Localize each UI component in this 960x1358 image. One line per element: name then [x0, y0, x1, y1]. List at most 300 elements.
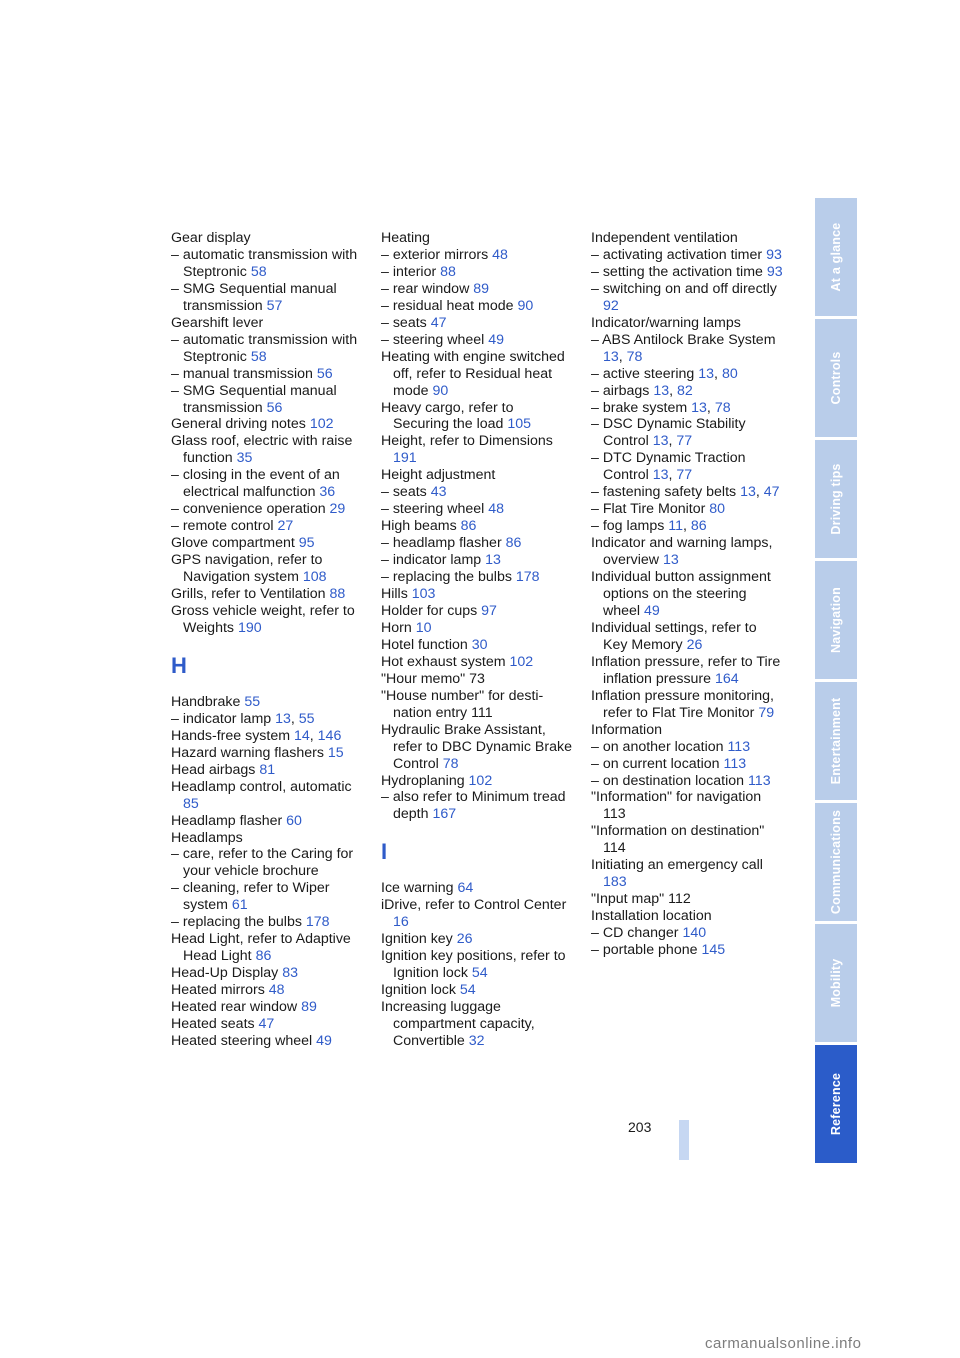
index-entry-text: – active steering [591, 365, 699, 382]
index-entry-text: – residual heat mode [381, 297, 518, 314]
index-entry-text: Ice warning [381, 880, 458, 897]
index-entry [591, 773, 783, 790]
index-entry-text: Heated rear window [171, 999, 302, 1016]
page-link[interactable]: 113 [747, 772, 771, 789]
index-entry [381, 586, 573, 603]
index-entry [381, 603, 573, 620]
page-number: 203 [628, 1119, 652, 1135]
page-link[interactable]: 77 [676, 467, 693, 484]
index-entry-text: – setting the activation time [591, 263, 767, 280]
page-link[interactable]: 93 [766, 246, 782, 263]
page-link[interactable]: 49 [644, 602, 660, 619]
index-entry [171, 914, 363, 931]
tab-entertainment[interactable] [815, 682, 857, 800]
index-entry [171, 694, 363, 711]
page-link[interactable]: 32 [468, 1032, 485, 1049]
page-link[interactable]: 191 [393, 450, 417, 467]
tab-communications[interactable] [815, 803, 857, 921]
page-link[interactable]: 105 [507, 416, 532, 433]
page-link[interactable]: 92 [603, 297, 619, 314]
index-entry-text: Increasing luggage compartment capacity, Convertible [381, 999, 535, 1049]
page-link[interactable]: 61 [231, 897, 248, 914]
index-entry-text: Individual settings, refer to Key Memory [591, 619, 757, 653]
page-link[interactable]: 13 [652, 433, 669, 450]
index-entry-text: Hydraulic Brake Assistant, refer to DBC Dynamic Brake Control [381, 721, 572, 772]
page-link[interactable]: 54 [459, 982, 476, 999]
page-link[interactable]: 47 [763, 484, 780, 501]
index-entry [591, 688, 783, 722]
index-entry-text: "House number" for desti- nation entry 111 [381, 687, 544, 721]
page-link[interactable]: 26 [456, 931, 473, 948]
index-entry [381, 433, 573, 467]
page-link[interactable]: 11 [668, 518, 684, 535]
tab-label: Navigation [829, 587, 843, 653]
index-entry-text: Indicator and warning lamps, overview [591, 535, 773, 569]
page-link[interactable]: 190 [237, 619, 262, 636]
page-link[interactable]: 102 [468, 772, 493, 789]
index-entry [171, 880, 363, 914]
index-entry [381, 315, 573, 332]
index-entry [171, 982, 363, 999]
index-entry-text: Gearshift lever [171, 314, 264, 331]
index-entry-text: – rear window [381, 280, 474, 297]
index-entry [171, 586, 363, 603]
index-entry-text: Hotel function [381, 636, 472, 653]
index-entry [171, 830, 363, 847]
index-entry [381, 298, 573, 315]
index-entry [591, 383, 783, 400]
index-entry-text: Inflation pressure, refer to Tire inflation pressure [591, 653, 781, 687]
index-entry [381, 688, 573, 722]
index-entry [171, 931, 363, 965]
index-entry [591, 281, 783, 315]
page-separator: , [669, 382, 677, 399]
index-entry [591, 739, 783, 756]
page-link[interactable]: 16 [393, 914, 409, 931]
page-link[interactable]: 86 [460, 518, 477, 535]
index-entry [381, 880, 573, 897]
page-link[interactable]: 43 [430, 484, 447, 501]
page-separator: , [290, 710, 299, 727]
page-link[interactable]: 10 [415, 619, 432, 636]
index-entry [171, 366, 363, 383]
page-separator: , [706, 399, 715, 416]
index-entry-text: Hot exhaust system [381, 653, 510, 670]
index-entry [381, 982, 573, 999]
page-link[interactable]: 78 [626, 348, 643, 365]
index-entry-text: – replacing the bulbs [381, 569, 516, 586]
page-link[interactable]: 30 [471, 636, 488, 653]
page-link[interactable]: 97 [481, 602, 497, 619]
index-entry-text: – closing in the event of an electrical malfunction [171, 467, 340, 501]
index-entry [381, 773, 573, 790]
index-entry-text: – indicator lamp [171, 710, 276, 727]
page-link[interactable]: 64 [457, 880, 474, 897]
index-entry [381, 620, 573, 637]
index-entry-text: – manual transmission [171, 365, 317, 382]
index-entry [381, 999, 573, 1050]
index-entry [171, 745, 363, 762]
page-link[interactable]: 13 [698, 365, 715, 382]
index-entry-text: – ABS Antilock Brake System [591, 331, 776, 348]
page-link[interactable]: 58 [250, 348, 267, 365]
index-entry-text: Gross vehicle weight, refer to Weights [171, 602, 355, 636]
page-link[interactable]: 49 [488, 331, 505, 348]
index-entry-text: – interior [381, 263, 441, 280]
index-entry [381, 535, 573, 552]
page-link[interactable]: 113 [723, 755, 747, 772]
index-entry [591, 620, 783, 654]
page-link[interactable]: 78 [442, 755, 459, 772]
index-entry-text: – replacing the bulbs [171, 914, 306, 931]
index-entry-text: Glass roof, electric with raise function [171, 433, 353, 467]
index-entry-text: – airbags [591, 382, 654, 399]
index-entry [171, 230, 363, 247]
index-entry-text: Horn [381, 619, 416, 636]
index-entry-text: – automatic transmission with Steptronic [171, 331, 358, 365]
page-link[interactable]: 93 [766, 263, 783, 280]
page-link[interactable]: 77 [676, 433, 693, 450]
index-entry-text: Head-Up Display [171, 965, 283, 982]
index-entry [591, 315, 783, 332]
index-entry [381, 501, 573, 518]
index-entry-text: Heated steering wheel [171, 1032, 317, 1049]
index-entry [381, 264, 573, 281]
index-entry-text: – SMG Sequential manual transmission [171, 280, 337, 314]
index-entry-text: Hills [381, 586, 412, 603]
page-link[interactable]: 103 [411, 586, 436, 603]
watermark: carmanualsonline.info [705, 1335, 862, 1352]
page-link[interactable]: 48 [488, 501, 505, 518]
index-entry [381, 654, 573, 671]
page-link[interactable]: 85 [183, 795, 199, 812]
index-entry-text: High beams [381, 518, 461, 535]
index-entry [171, 813, 363, 830]
page-link[interactable]: 13 [662, 552, 679, 569]
index-entry-text: Indicator/warning lamps [591, 314, 741, 331]
index-entry-text: Ignition lock [381, 982, 460, 999]
index-entry [381, 637, 573, 654]
page-link[interactable]: 178 [515, 569, 540, 586]
index-entry-text: "Hour memo" 73 [381, 670, 485, 687]
index-entry-text: – seats [381, 484, 431, 501]
tab-reference[interactable] [815, 1045, 857, 1163]
index-entry [381, 400, 573, 434]
index-entry-text: – convenience operation [171, 501, 330, 518]
tab-controls[interactable] [815, 319, 857, 437]
page-link[interactable]: 48 [268, 982, 285, 999]
index-entry-text: Holder for cups [381, 602, 482, 619]
page-separator: , [618, 348, 627, 365]
index-entry-text: – steering wheel [381, 331, 489, 348]
page-link[interactable]: 146 [317, 727, 342, 744]
index-entry [381, 332, 573, 349]
page-link[interactable]: 178 [305, 914, 330, 931]
index-entry [381, 552, 573, 569]
index-entry-text: Heating [381, 230, 430, 246]
index-entry-text: iDrive, refer to Control Center [381, 897, 567, 914]
index-entry-text: "Information on destination" 114 [591, 823, 765, 857]
index-entry [171, 383, 363, 417]
tab-label: Controls [829, 351, 843, 405]
page-link[interactable]: 95 [298, 535, 315, 552]
tab-label: Communications [829, 809, 843, 915]
index-entry [591, 518, 783, 535]
page-link[interactable]: 57 [266, 297, 283, 314]
index-entry-text: Heated seats [171, 1015, 259, 1032]
index-entry [381, 247, 573, 264]
tab-label: Driving tips [829, 463, 843, 535]
index-entry-text: Headlamp control, automatic [171, 778, 352, 795]
index-entry [381, 349, 573, 400]
tab-driving-tips[interactable] [815, 440, 857, 558]
index-entry-text: Ignition key positions, refer to Ignition lock [381, 948, 566, 982]
index-entry-text: Individual button assignment options on the steering wheel [591, 569, 771, 619]
page-link[interactable]: 86 [690, 518, 707, 535]
index-entry [591, 908, 783, 925]
index-entry-text: – on destination location [591, 772, 748, 789]
index-entry-text: – DSC Dynamic Stability Control [591, 416, 746, 450]
index-entry [381, 467, 573, 484]
index-entry [591, 756, 783, 773]
page-link[interactable]: 140 [682, 925, 707, 942]
page-link[interactable]: 13 [652, 467, 669, 484]
page-link[interactable]: 80 [721, 365, 738, 382]
page-link[interactable]: 14 [294, 727, 310, 744]
page-link[interactable]: 48 [492, 246, 508, 263]
index-entry-text: Grills, refer to Ventilation [171, 586, 330, 603]
page-separator: , [668, 467, 677, 484]
index-entry-text: – automatic transmission with Steptronic [171, 246, 358, 280]
index-entry [171, 965, 363, 982]
index-entry [171, 711, 363, 728]
page-separator: , [683, 518, 691, 535]
index-entry [171, 332, 363, 366]
section-letter: H [171, 652, 187, 678]
index-entry [171, 247, 363, 281]
index-entry-text: Headlamp flasher [171, 812, 287, 829]
index-entry [171, 846, 363, 880]
index-column-3 [591, 230, 783, 959]
index-entry-text: – Flat Tire Monitor [591, 501, 710, 518]
page-link[interactable]: 89 [473, 280, 490, 297]
index-entry [171, 779, 363, 813]
page-link[interactable]: 90 [517, 297, 534, 314]
index-entry [171, 728, 363, 745]
page-link[interactable]: 27 [277, 518, 294, 535]
index-entry [381, 897, 573, 931]
page-link[interactable]: 113 [727, 738, 751, 755]
index-entry [591, 823, 783, 857]
index-entry [171, 603, 363, 637]
page-link[interactable]: 13 [740, 484, 756, 501]
index-entry-text: Heavy cargo, refer to Securing the load [381, 399, 514, 433]
page-link[interactable]: 102 [509, 653, 534, 670]
index-entry [171, 416, 363, 433]
index-entry [591, 654, 783, 688]
index-entry [591, 264, 783, 281]
index-entry [591, 247, 783, 264]
index-entry-text: "Input map" 112 [591, 891, 691, 908]
index-entry-text: – on another location [591, 738, 728, 755]
page-link[interactable]: 78 [714, 399, 731, 416]
index-entry-text: – DTC Dynamic Traction Control [591, 450, 746, 484]
index-entry [591, 789, 783, 823]
index-entry [381, 484, 573, 501]
page-link[interactable]: 86 [255, 948, 272, 965]
index-entry-text: – remote control [171, 518, 278, 535]
index-entry [171, 467, 363, 501]
index-entry [381, 722, 573, 773]
index-entry-text: – SMG Sequential manual transmission [171, 382, 337, 416]
index-entry [171, 501, 363, 518]
index-entry-text: General driving notes [171, 416, 310, 433]
page-link[interactable]: 35 [236, 450, 253, 467]
page-link[interactable]: 88 [440, 263, 456, 280]
page-link[interactable]: 60 [286, 812, 302, 829]
index-entry-text: Heating with engine switched off, refer to Residual heat mode [381, 348, 565, 399]
index-entry-text: Information [591, 721, 662, 738]
page-link[interactable]: 58 [250, 263, 267, 280]
tab-navigation[interactable] [815, 561, 857, 679]
page-link[interactable]: 13 [691, 399, 707, 416]
index-entry [591, 450, 783, 484]
index-entry-text: Initiating an emergency call [591, 857, 763, 874]
page-link[interactable]: 13 [275, 710, 291, 727]
index-entry-text: – seats [381, 314, 431, 331]
index-entry-text: Hazard warning flashers [171, 744, 328, 761]
index-entry-text: Gear display [171, 230, 251, 246]
page-link[interactable]: 108 [302, 569, 327, 586]
page-link[interactable]: 47 [430, 314, 447, 331]
index-entry-text: "Information" for navigation 113 [591, 789, 762, 823]
page-link[interactable]: 15 [327, 744, 344, 761]
index-entry-text: Head Light, refer to Adaptive Head Light [171, 931, 351, 965]
page-link[interactable]: 13 [653, 382, 670, 399]
index-entry-text: – activating activation timer [591, 246, 767, 263]
index-entry [591, 891, 783, 908]
index-entry [591, 857, 783, 891]
index-entry-text: Height, refer to Dimensions [381, 433, 553, 450]
tab-at-a-glance[interactable] [815, 198, 857, 316]
section-tabs [815, 198, 857, 1166]
page-link[interactable]: 183 [603, 874, 627, 891]
index-entry [171, 999, 363, 1016]
page-separator: , [309, 727, 318, 744]
page-link[interactable]: 164 [714, 670, 739, 687]
page-link[interactable]: 26 [686, 636, 703, 653]
index-entry [171, 1033, 363, 1050]
page-link[interactable]: 83 [282, 965, 298, 982]
tab-label: At a glance [829, 222, 843, 292]
index-entry [591, 501, 783, 518]
index-entry-text: Handbrake [171, 693, 245, 710]
page-link[interactable]: 56 [316, 365, 333, 382]
index-entry [381, 789, 573, 823]
index-entry-text: – also refer to Minimum tread depth [381, 789, 566, 823]
index-entry-text: Ignition key [381, 931, 457, 948]
index-entry [591, 535, 783, 569]
index-entry-text: – cleaning, refer to Wiper system [171, 880, 330, 914]
page-link[interactable]: 90 [432, 382, 449, 399]
index-entry [171, 518, 363, 535]
index-entry [171, 281, 363, 315]
index-entry-text: – CD changer [591, 925, 683, 942]
page-link[interactable]: 36 [319, 484, 336, 501]
index-entry [171, 552, 363, 586]
page-separator: , [755, 484, 764, 501]
page-link[interactable]: 13 [485, 552, 501, 569]
index-entry [381, 931, 573, 948]
index-entry [171, 1016, 363, 1033]
page-link[interactable]: 55 [298, 710, 315, 727]
index-entry-text: Hands-free system [171, 727, 294, 744]
page-link[interactable]: 80 [709, 501, 726, 518]
page-link[interactable]: 54 [471, 965, 488, 982]
tab-mobility[interactable] [815, 924, 857, 1042]
page-link[interactable]: 56 [266, 399, 283, 416]
index-entry-text: – switching on and off directly [591, 280, 777, 297]
index-entry [591, 366, 783, 383]
index-entry [171, 315, 363, 332]
page-link[interactable]: 49 [316, 1032, 332, 1049]
index-entry-text: Head airbags [171, 761, 260, 778]
page-separator: , [668, 433, 677, 450]
page-link[interactable]: 89 [301, 999, 317, 1016]
page-link[interactable]: 13 [603, 348, 619, 365]
index-entry [591, 569, 783, 620]
page-link[interactable]: 81 [259, 761, 276, 778]
index-entry-text: – brake system [591, 399, 692, 416]
index-entry-text: Independent ventilation [591, 230, 738, 246]
page-link[interactable]: 47 [258, 1015, 275, 1032]
page-link[interactable]: 145 [701, 942, 726, 959]
page-link[interactable]: 29 [329, 501, 346, 518]
index-entry-text: Height adjustment [381, 467, 496, 484]
index-column-1 [171, 230, 363, 1050]
page-link[interactable]: 82 [676, 382, 693, 399]
index-entry [591, 332, 783, 366]
index-entry [381, 230, 573, 247]
page-link[interactable]: 167 [432, 806, 457, 823]
index-entry [381, 671, 573, 688]
page-number-bar [679, 1120, 689, 1160]
index-entry [171, 433, 363, 467]
page-link[interactable]: 55 [244, 693, 261, 710]
index-entry [381, 948, 573, 982]
index-entry-text: Headlamps [171, 829, 243, 846]
index-entry-text: – steering wheel [381, 501, 489, 518]
index-entry-text: Installation location [591, 908, 712, 925]
index-entry-text: – headlamp flasher [381, 535, 506, 552]
page-link[interactable]: 102 [309, 416, 334, 433]
index-entry [171, 762, 363, 779]
index-entry [591, 722, 783, 739]
index-entry [591, 230, 783, 247]
page-link[interactable]: 79 [758, 704, 775, 721]
page-link[interactable]: 88 [329, 586, 346, 603]
page-link[interactable]: 86 [505, 535, 522, 552]
page-separator: , [714, 365, 722, 382]
index-entry-text: Glove compartment [171, 535, 299, 552]
index-entry [591, 484, 783, 501]
index-entry-text: Heated mirrors [171, 982, 269, 999]
index-entry-text: Hydroplaning [381, 772, 469, 789]
index-entry [381, 281, 573, 298]
index-entry-text: Inflation pressure monitoring, refer to Flat Tire Monitor [591, 687, 774, 721]
index-entry-text: – fog lamps [591, 518, 669, 535]
index-entry [381, 569, 573, 586]
